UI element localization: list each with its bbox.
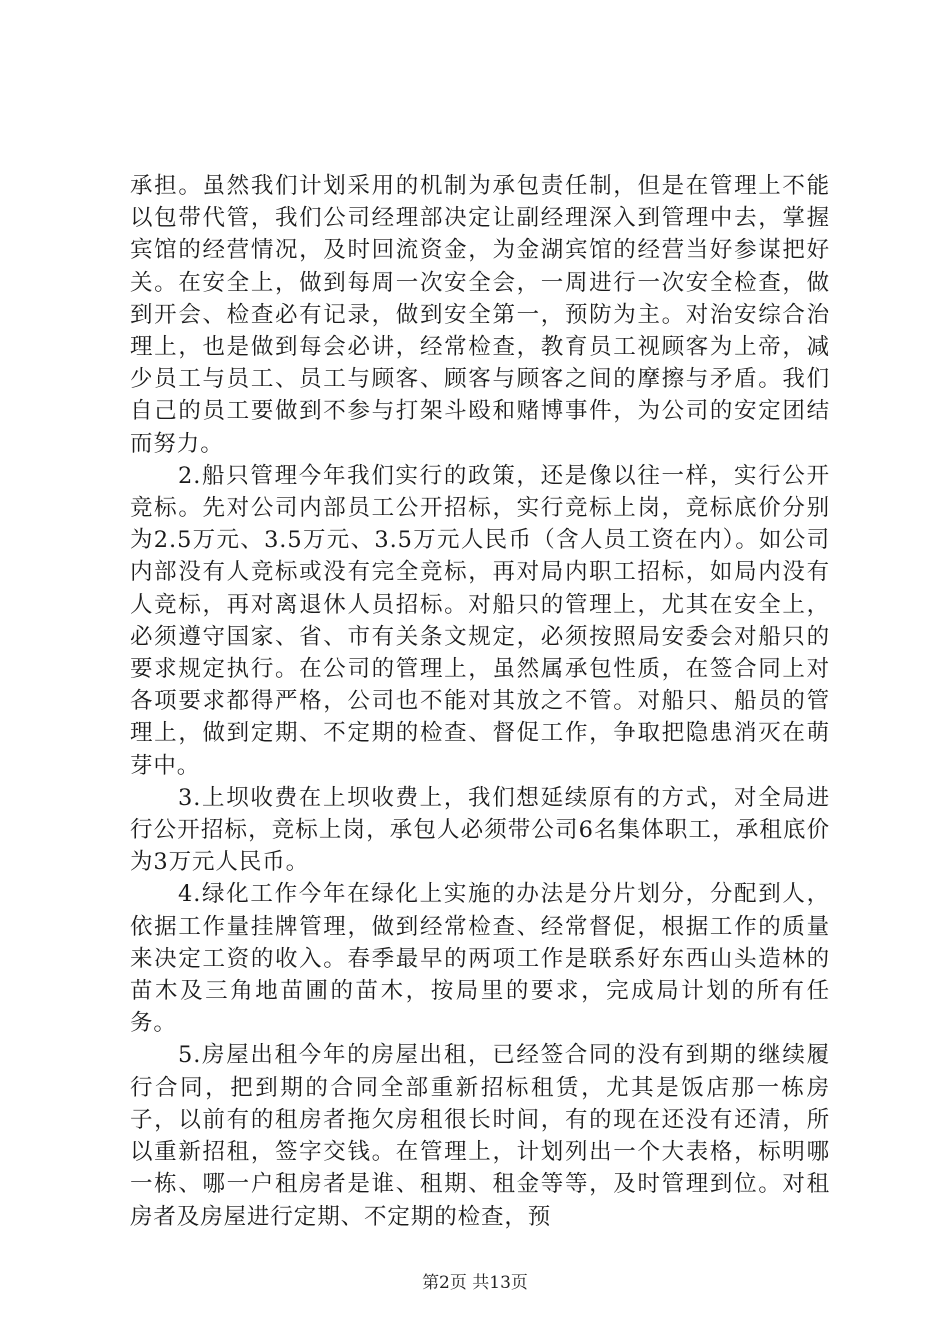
- page-number-footer: 第2页 共13页: [422, 1273, 528, 1293]
- paragraph-housing-rental: 5.房屋出租今年的房屋出租，已经签合同的没有到期的继续履行合同，把到期的合同全部重新招标租赁，尤其是饭店那一栋房子，以前有的租房者拖欠房租很长时间，有的现在还没有还清，所以重新招租，签字交钱。在管理上，计划列出一个大表格，标明哪一栋、哪一户租房者是谁、租期、租金等等，及时管理到位。对租房者及房屋进行定期、不定期的检查，预: [130, 1042, 830, 1230]
- paragraph-dam-fees: 3.上坝收费在上坝收费上，我们想延续原有的方式，对全局进行公开招标，竞标上岗，承包人必须带公司6名集体职工，承租底价为3万元人民币。: [130, 784, 830, 876]
- document-body: [130, 170, 830, 1233]
- paragraph-greening: 4.绿化工作今年在绿化上实施的办法是分片划分，分配到人，依据工作量挂牌管理，做到经常检查、经常督促，根据工作的质量来决定工资的收入。春季最早的两项工作是联系好东西山头造林的苗木及三角地苗圃的苗木，按局里的要求，完成局计划的所有任务。: [130, 881, 830, 1037]
- paragraph-boat-management: 2.船只管理今年我们实行的政策，还是像以往一样，实行公开竞标。先对公司内部员工公开招标，实行竞标上岗，竞标底价分别为2.5万元、3.5万元、3.5万元人民币（含人员工资在内）。如公司内部没有人竞标或没有完全竞标，再对局内职工招标，如局内没有人竞标，再对离退休人员招标。对船只的管理上，尤其在安全上，必须遵守国家、省、市有关条文规定，必须按照局安委会对船只的要求规定执行。在公司的管理上，虽然属承包性质，在签合同上对各项要求都得严格，公司也不能对其放之不管。对船只、船员的管理上，做到定期、不定期的检查、督促工作，争取把隐患消灭在萌芽中。: [130, 462, 830, 779]
- paragraph-continuation: 承担。虽然我们计划采用的机制为承包责任制，但是在管理上不能以包带代管，我们公司经理部决定让副经理深入到管理中去，掌握宾馆的经营情况，及时回流资金，为金湖宾馆的经营当好参谋把好关。在安全上，做到每周一次安全会，一周进行一次安全检查，做到开会、检查必有记录，做到安全第一，预防为主。对治安综合治理上，也是做到每会必讲，经常检查，教育员工视顾客为上帝，减少员工与员工、员工与顾客、顾客与顾客之间的摩擦与矛盾。我们自己的员工要做到不参与打架斗殴和赌博事件，为公司的安定团结而努力。: [130, 173, 830, 457]
